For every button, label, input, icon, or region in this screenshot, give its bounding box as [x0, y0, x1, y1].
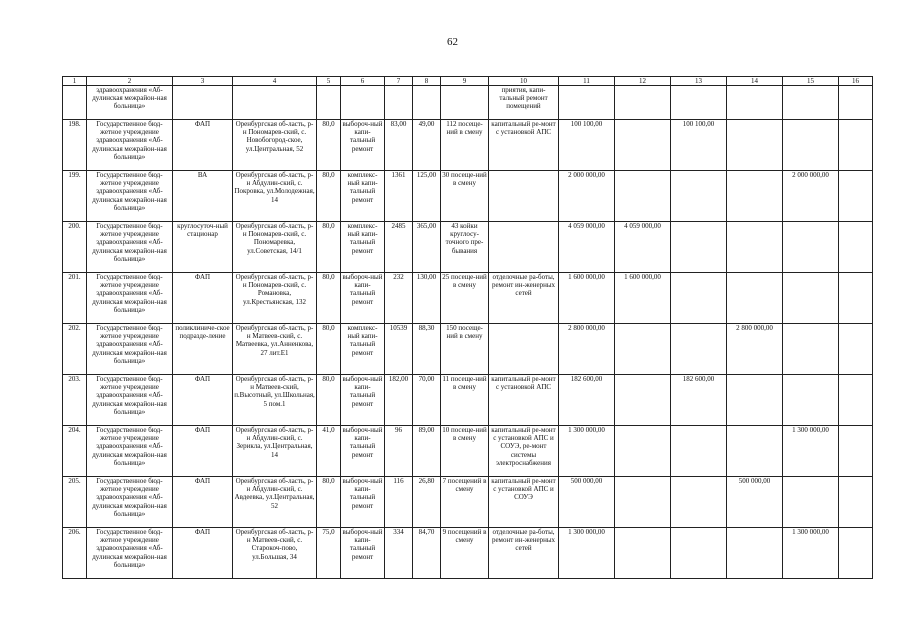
cell-address: Оренбургская об-ласть, р-н Абдулин-ский, с. Покровка, ул.Молодежная, 14 [233, 171, 317, 222]
column-header: 7 [385, 77, 413, 86]
cell-total: 2 800 000,00 [559, 324, 615, 375]
cell-number: 203. [63, 375, 87, 426]
cell-type: ФАП [173, 528, 233, 579]
cell [441, 86, 489, 120]
cell-c13 [671, 222, 727, 273]
column-header: 12 [615, 77, 671, 86]
cell-address: Оренбургская об-ласть, р-н Пономарев-ский, с. Романовка, ул.Крестьянская, 132 [233, 273, 317, 324]
cell-area: 80,0 [317, 477, 341, 528]
cell-type: ФАП [173, 120, 233, 171]
table-row [63, 222, 873, 273]
table-row [63, 528, 873, 579]
table-row [63, 324, 873, 375]
cell-c13: 182 600,00 [671, 375, 727, 426]
cell-works [489, 324, 559, 375]
cell-repair-kind: выбороч-ный капи-тальный ремонт [341, 426, 385, 477]
cell-c16 [839, 222, 873, 273]
cell-works: приятия, капи-тальный ремонт помещений [489, 86, 559, 120]
cell [317, 86, 341, 120]
cell-c15 [783, 477, 839, 528]
column-header: 15 [783, 77, 839, 86]
table-row [63, 273, 873, 324]
cell-c12 [615, 171, 671, 222]
header-row [63, 77, 873, 86]
cell-c14 [727, 171, 783, 222]
cell-type: ФАП [173, 375, 233, 426]
cell-c7: 334 [385, 528, 413, 579]
cell-c15 [783, 273, 839, 324]
cell-capacity: 7 посещений в смену [441, 477, 489, 528]
cell [385, 86, 413, 120]
cell-name: Государственное бюд-жетное учреждение здравоохранения «Аб-дулинская межрайон-ная больница» [87, 222, 173, 273]
cell-c16 [839, 426, 873, 477]
cell-total: 100 100,00 [559, 120, 615, 171]
cell [559, 86, 615, 120]
cell-c12 [615, 375, 671, 426]
cell-c16 [839, 528, 873, 579]
cell-c15 [783, 222, 839, 273]
cell-name: Государственное бюд-жетное учреждение здравоохранения «Аб-дулинская межрайон-ная больница» [87, 375, 173, 426]
cell [671, 86, 727, 120]
cell-c8: 365,00 [413, 222, 441, 273]
cell-capacity: 30 посеще-ний в смену [441, 171, 489, 222]
cell [839, 86, 873, 120]
cell-type: круглосуточ-ный стационар [173, 222, 233, 273]
cell-c16 [839, 324, 873, 375]
cell-total: 1 600 000,00 [559, 273, 615, 324]
cell-address: Оренбургская об-ласть, р-н Абдулин-ский, с. Зерикла, ул.Центральная, 14 [233, 426, 317, 477]
cell-c14 [727, 375, 783, 426]
cell-total: 2 000 000,00 [559, 171, 615, 222]
cell-address: Оренбургская об-ласть, р-н Абдулин-ский, с. Авдеевка, ул.Центральная, 52 [233, 477, 317, 528]
cell-area: 80,0 [317, 222, 341, 273]
cell-c7: 1361 [385, 171, 413, 222]
cell-area: 80,0 [317, 324, 341, 375]
cell-c12 [615, 528, 671, 579]
cell-c13 [671, 426, 727, 477]
cell-works: капитальный ре-монт с установкой АПС и СОУЭ [489, 477, 559, 528]
cell-c13: 100 100,00 [671, 120, 727, 171]
table-row [63, 120, 873, 171]
column-header: 16 [839, 77, 873, 86]
cell-area: 75,0 [317, 528, 341, 579]
cell-c14 [727, 120, 783, 171]
cell-c15 [783, 324, 839, 375]
cell-address: Оренбургская об-ласть, р-н Пономарев-ский, с. Новобогород-ское, ул.Центральная, 52 [233, 120, 317, 171]
column-header: 1 [63, 77, 87, 86]
cell-c8: 70,00 [413, 375, 441, 426]
cell-c8: 49,00 [413, 120, 441, 171]
cell-c15 [783, 375, 839, 426]
cell-capacity: 43 койки круглосу-точного пре-бывания [441, 222, 489, 273]
cell-c14: 500 000,00 [727, 477, 783, 528]
capital-repair-table [62, 76, 873, 579]
cell-c8: 125,00 [413, 171, 441, 222]
cell-c14 [727, 528, 783, 579]
cell-address: Оренбургская об-ласть, р-н Матвеев-ский, с. Старокоч-пово, ул.Большая, 34 [233, 528, 317, 579]
cell-c12 [615, 477, 671, 528]
column-header: 2 [87, 77, 173, 86]
table-row [63, 375, 873, 426]
cell-c13 [671, 273, 727, 324]
cell-total: 1 300 000,00 [559, 528, 615, 579]
cell-name: Государственное бюд-жетное учреждение здравоохранения «Аб-дулинская межрайон-ная больница» [87, 528, 173, 579]
cell-number: 204. [63, 426, 87, 477]
cell-c12: 4 059 000,00 [615, 222, 671, 273]
cell [63, 86, 87, 120]
cell-c12 [615, 324, 671, 375]
cell-c8: 84,70 [413, 528, 441, 579]
cell-c13 [671, 324, 727, 375]
cell-name: Государственное бюд-жетное учреждение здравоохранения «Аб-дулинская межрайон-ная больница» [87, 477, 173, 528]
page-number: 62 [447, 36, 458, 48]
cell-address: Оренбургская об-ласть, р-н Матвеев-ский, с. Матвеевка, ул.Анненкова, 27 лит.Е1 [233, 324, 317, 375]
column-header: 14 [727, 77, 783, 86]
cell [727, 86, 783, 120]
cell-c8: 26,80 [413, 477, 441, 528]
cell-repair-kind: выбороч-ный капи-тальный ремонт [341, 273, 385, 324]
cell-name: здравоохранения «Аб-дулинская межрайон-ная больница» [87, 86, 173, 120]
cell-c7: 10539 [385, 324, 413, 375]
cell-number: 201. [63, 273, 87, 324]
cell [615, 86, 671, 120]
column-header: 6 [341, 77, 385, 86]
cell-c12 [615, 426, 671, 477]
cell-c16 [839, 375, 873, 426]
cell-works: отделочные ра-боты, ремонт ин-женерных сетей [489, 528, 559, 579]
cell-total: 182 600,00 [559, 375, 615, 426]
cell-area: 80,0 [317, 120, 341, 171]
cell-total: 500 000,00 [559, 477, 615, 528]
cell-name: Государственное бюд-жетное учреждение здравоохранения «Аб-дулинская межрайон-ная больница» [87, 171, 173, 222]
cell-capacity: 150 посеще-ний в смену [441, 324, 489, 375]
table-row [63, 477, 873, 528]
cell [341, 86, 385, 120]
cell-c14 [727, 426, 783, 477]
cell-type: ФАП [173, 477, 233, 528]
cell-c16 [839, 120, 873, 171]
cell-number: 199. [63, 171, 87, 222]
cell-c7: 83,00 [385, 120, 413, 171]
cell-name: Государственное бюд-жетное учреждение здравоохранения «Аб-дулинская межрайон-ная больница» [87, 426, 173, 477]
cell-works [489, 222, 559, 273]
cell-area: 80,0 [317, 375, 341, 426]
cell-c13 [671, 171, 727, 222]
column-header: 5 [317, 77, 341, 86]
cell-c8: 89,00 [413, 426, 441, 477]
cell-capacity: 9 посещений в смену [441, 528, 489, 579]
cell-capacity: 25 посеще-ний в смену [441, 273, 489, 324]
cell-number: 198. [63, 120, 87, 171]
cell-c12 [615, 120, 671, 171]
cell-works [489, 171, 559, 222]
column-header: 11 [559, 77, 615, 86]
cell-c7: 2485 [385, 222, 413, 273]
cell-number: 200. [63, 222, 87, 273]
cell-repair-kind: выбороч-ный капи-тальный ремонт [341, 528, 385, 579]
cell-type: поликлиниче-ское подразде-ление [173, 324, 233, 375]
cell-area: 41,0 [317, 426, 341, 477]
cell-repair-kind: выбороч-ный капи-тальный ремонт [341, 477, 385, 528]
cell-c15: 2 000 000,00 [783, 171, 839, 222]
cell-type: ВА [173, 171, 233, 222]
cell-repair-kind: комплекс-ный капи-тальный ремонт [341, 222, 385, 273]
cell-c8: 88,30 [413, 324, 441, 375]
cell-works: капитальный ре-монт с установкой АПС [489, 120, 559, 171]
cell-repair-kind: выбороч-ный капи-тальный ремонт [341, 120, 385, 171]
cell-c7: 96 [385, 426, 413, 477]
cell-c7: 116 [385, 477, 413, 528]
cell-c7: 182,00 [385, 375, 413, 426]
cell-type: ФАП [173, 426, 233, 477]
column-header: 8 [413, 77, 441, 86]
cell-name: Государственное бюд-жетное учреждение здравоохранения «Аб-дулинская межрайон-ная больница» [87, 273, 173, 324]
cell-number: 205. [63, 477, 87, 528]
cell-c7: 232 [385, 273, 413, 324]
column-header: 4 [233, 77, 317, 86]
cell-c16 [839, 477, 873, 528]
column-header: 10 [489, 77, 559, 86]
cell [783, 86, 839, 120]
cell-capacity: 112 посеще-ний в смену [441, 120, 489, 171]
cell-capacity: 11 посеще-ний в смену [441, 375, 489, 426]
cell-type: ФАП [173, 273, 233, 324]
cell-c14 [727, 273, 783, 324]
cell-works: отделочные ра-боты, ремонт ин-женерных сетей [489, 273, 559, 324]
cell-works: капитальный ре-монт с установкой АПС и СОУЭ, ре-монт системы электроснабжения [489, 426, 559, 477]
table-row-continuation [63, 86, 873, 120]
column-header: 13 [671, 77, 727, 86]
cell-number: 206. [63, 528, 87, 579]
cell-repair-kind: выбороч-ный капи-тальный ремонт [341, 375, 385, 426]
cell [233, 86, 317, 120]
cell-c16 [839, 273, 873, 324]
cell-c15 [783, 120, 839, 171]
cell-c15: 1 300 000,00 [783, 528, 839, 579]
cell-repair-kind: комплекс-ный капи-тальный ремонт [341, 171, 385, 222]
cell-repair-kind: комплекс-ный капи-тальный ремонт [341, 324, 385, 375]
cell-c14: 2 800 000,00 [727, 324, 783, 375]
cell-works: капитальный ре-монт с установкой АПС [489, 375, 559, 426]
cell-c13 [671, 477, 727, 528]
cell-area: 80,0 [317, 273, 341, 324]
cell-c8: 130,00 [413, 273, 441, 324]
cell-address: Оренбургская об-ласть, р-н Пономарев-ский, с. Пономаревка, ул.Советская, 14/1 [233, 222, 317, 273]
cell-name: Государственное бюд-жетное учреждение здравоохранения «Аб-дулинская межрайон-ная больница» [87, 120, 173, 171]
cell-c15: 1 300 000,00 [783, 426, 839, 477]
cell-c14 [727, 222, 783, 273]
table-row [63, 426, 873, 477]
cell-total: 4 059 000,00 [559, 222, 615, 273]
cell-c13 [671, 528, 727, 579]
cell [413, 86, 441, 120]
column-header: 9 [441, 77, 489, 86]
column-header: 3 [173, 77, 233, 86]
table-row [63, 171, 873, 222]
cell [173, 86, 233, 120]
cell-total: 1 300 000,00 [559, 426, 615, 477]
cell-address: Оренбургская об-ласть, р-н Матвеев-ский, п.Высотный, ул.Школьная, 5 пом.1 [233, 375, 317, 426]
cell-name: Государственное бюд-жетное учреждение здравоохранения «Аб-дулинская межрайон-ная больница» [87, 324, 173, 375]
cell-c16 [839, 171, 873, 222]
cell-area: 80,0 [317, 171, 341, 222]
cell-capacity: 10 посеще-ний в смену [441, 426, 489, 477]
cell-number: 202. [63, 324, 87, 375]
cell-c12: 1 600 000,00 [615, 273, 671, 324]
